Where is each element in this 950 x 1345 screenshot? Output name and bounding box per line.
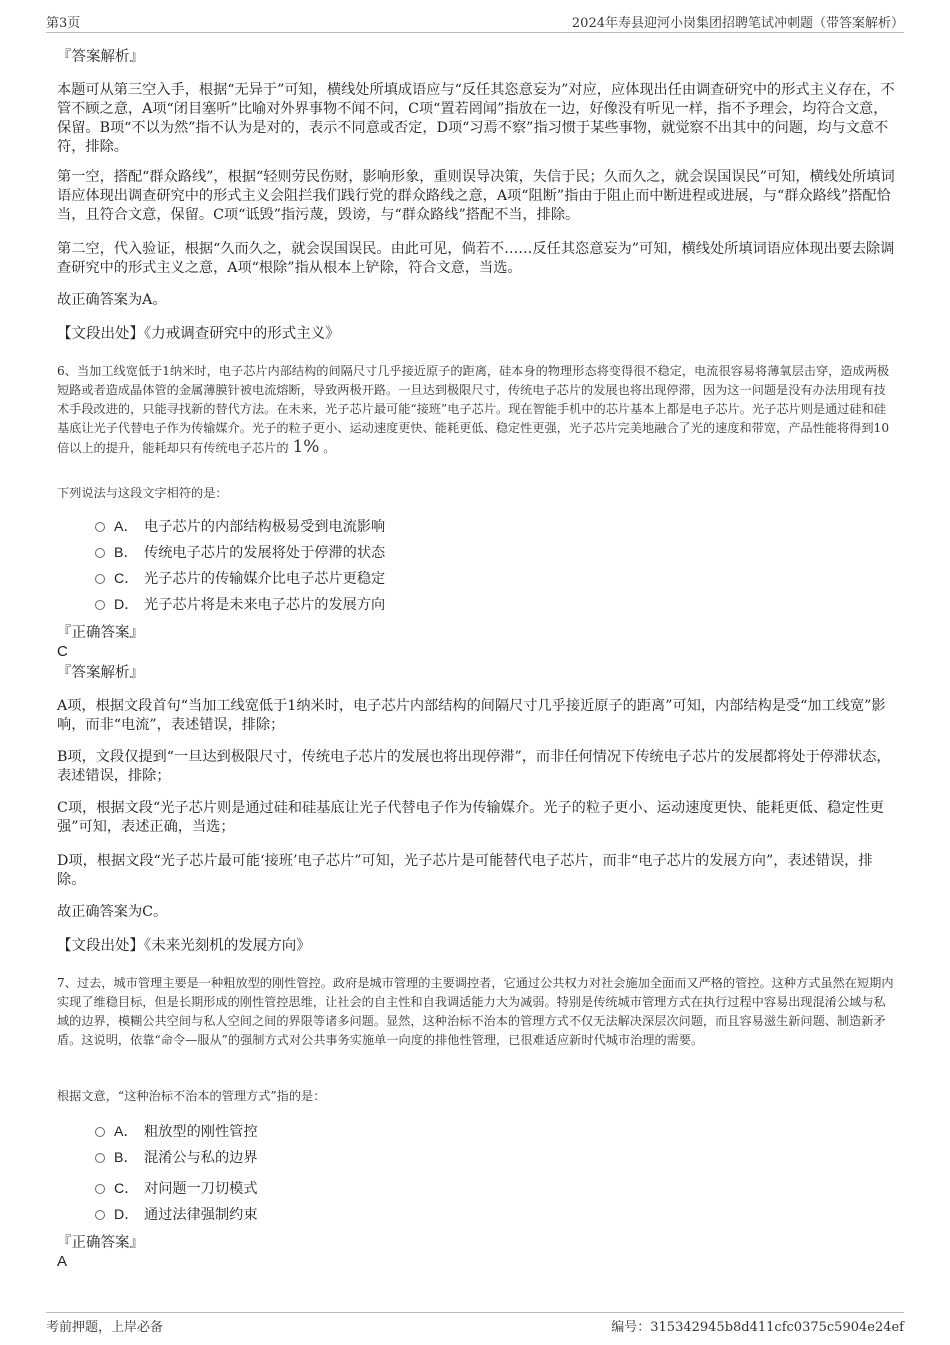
page-number: 第3页 <box>46 16 81 31</box>
radio-icon[interactable] <box>95 548 105 558</box>
question-stem: 7、过去，城市管理主要是一种粗放型的刚性管控。政府是城市管理的主要调控者，它通过公共权力对社会施加全面而又严格的管控。这种方式虽然在短期内实现了维稳目标，但是长期形成的刚性管控思维，让社会的自主性和自我调适能力大为减弱。特别是传统城市管理方式在执行过程中容易出现混淆公域与私域的边界，模糊公共空间与私人空间之间的界限等诸多问题。显然，这种治标不治本的管理方式不仅无法解决深层次问题，而且容易滋生新问题、制造新矛盾。这说明，依靠“命令—服从”的强制方式对公共事务实施单一向度的排他性管理，已很难适应新时代城市治理的需要。 <box>57 976 894 1047</box>
analysis-title: 『答案解析』 <box>57 665 144 681</box>
option-d[interactable]: D． 通过法律强制约束 <box>95 1205 258 1225</box>
question-prompt: 根据文意，“这种治标不治本的管理方式”指的是： <box>57 1089 326 1103</box>
analysis-paragraph: C项，根据文段“光子芯片则是通过硅和硅基底让光子代替电子作为传输媒介。光子的粒子更小、运动速度更快、能耗更低、稳定性更强”可知，表述正确，当选； <box>57 800 884 835</box>
radio-icon[interactable] <box>95 1184 105 1194</box>
option-b[interactable]: B． 混淆公与私的边界 <box>95 1148 258 1168</box>
analysis-paragraph: B项，文段仅提到“一旦达到极限尺寸，传统电子芯片的发展也将出现停滞”，而非任何情况下传统电子芯片的发展都将处于停滞状态，表述错误，排除； <box>57 749 891 784</box>
radio-icon[interactable] <box>95 522 105 532</box>
option-c[interactable]: C． 对问题一刀切模式 <box>95 1179 258 1199</box>
analysis-paragraph: 第二空，代入验证，根据“久而久之，就会误国误民。由此可见，倘若不……反任其恣意妄为”可知，横线处所填词语应体现出要去除调查研究中的形式主义之意，A项“根除”指从根本上铲除，符合文意，当选。 <box>57 241 895 276</box>
percent-value: 1% <box>292 437 320 457</box>
option-b[interactable]: B． 传统电子芯片的发展将处于停滞的状态 <box>95 543 385 563</box>
analysis-paragraph: 第一空，搭配“群众路线”，根据“轻则劳民伤财，影响形象，重则误导决策，失信于民；久而久之，就会误国误民”可知，横线处所填词语应体现出调查研究中的形式主义会阻拦我们践行党的群众路线之意，A项“阻断”指由于阻止而中断进程或进展，与“群众路线”搭配恰当，且符合文意，保留。C项“诋毁”指污蔑，毁谤，与“群众路线”搭配不当，排除。 <box>57 169 895 223</box>
conclusion: 故正确答案为A。 <box>57 292 167 308</box>
radio-icon[interactable] <box>95 1153 105 1163</box>
radio-icon[interactable] <box>95 574 105 584</box>
page-footer <box>46 1312 904 1337</box>
conclusion: 故正确答案为C。 <box>57 904 168 920</box>
answer-value: C <box>57 643 68 660</box>
analysis-paragraph: 本题可从第三空入手，根据“无异于”可知，横线处所填成语应与“反任其恣意妄为”对应，应体现出任由调查研究中的形式主义存在，不管不顾之意，A项“闭目塞听”比喻对外界事物不闻不问，C项“置若罔闻”指放在一边，好像没有听见一样，指不予理会，均符合文意，保留。B项“不以为然”指不认为是对的，表示不同意或否定，D项“习焉不察”指习惯于某些事物，就觉察不出其中的问题，均与文意不符，排除。 <box>57 82 895 155</box>
analysis-paragraph: D项，根据文段“光子芯片最可能‘接班’电子芯片”可知，光子芯片是可能替代电子芯片，而非“电子芯片的发展方向”，表述错误，排除。 <box>57 853 873 888</box>
answer-title: 『正确答案』 <box>57 1235 144 1251</box>
question-stem: 6、当加工线宽低于1纳米时，电子芯片内部结构的间隔尺寸几乎接近原子的距离，硅本身的物理形态将变得很不稳定，电流很容易将薄氧层击穿，造成两极短路或者造成晶体管的金属薄膜针被电流熔断，导致两极开路。一旦达到极限尺寸，传统电子芯片的发展也将出现停滞，因为这一问题是没有办法用现有技术手段改进的，只能寻找新的替代方法。在未来，光子芯片最可能“接班”电子芯片。现在智能手机中的芯片基本上都是电子芯片。光子芯片则是通过硅和硅基底让光子代替电子作为传输媒介。光子的粒子更小、运动速度更快、能耗更低、稳定性更强，光子芯片完美地融合了光的速度和带宽，产品性能将得到10倍以上的提升，能耗却只有传统电子芯片的 1% 。 <box>57 364 890 457</box>
option-a[interactable]: A． 粗放型的刚性管控 <box>95 1122 258 1142</box>
option-a[interactable]: A． 电子芯片的内部结构极易受到电流影响 <box>95 517 385 537</box>
radio-icon[interactable] <box>95 600 105 610</box>
analysis-paragraph: A项，根据文段首句“当加工线宽低于1纳米时，电子芯片内部结构的间隔尺寸几乎接近原子的距离”可知，内部结构是受“加工线宽”影响，而非“电流”，表述错误，排除； <box>57 698 886 733</box>
source-citation: 【文段出处】《力戒调查研究中的形式主义》 <box>57 326 340 342</box>
document-id: 编号：315342945b8d411cfc0375c5904e24ef <box>611 1320 904 1335</box>
source-citation: 【文段出处】《未来光刻机的发展方向》 <box>57 938 311 954</box>
option-d[interactable]: D． 光子芯片将是未来电子芯片的发展方向 <box>95 595 385 615</box>
document-title: 2024年寿县迎河小岗集团招聘笔试冲刺题（带答案解析） <box>571 16 904 31</box>
answer-value: A <box>57 1253 68 1270</box>
radio-icon[interactable] <box>95 1127 105 1137</box>
analysis-title: 『答案解析』 <box>57 49 144 65</box>
option-c[interactable]: C． 光子芯片的传输媒介比电子芯片更稳定 <box>95 569 385 589</box>
footer-slogan: 考前押题，上岸必备 <box>46 1320 164 1335</box>
question-prompt: 下列说法与这段文字相符的是： <box>57 486 228 500</box>
radio-icon[interactable] <box>95 1210 105 1220</box>
answer-title: 『正确答案』 <box>57 625 144 641</box>
page-header <box>46 12 904 33</box>
